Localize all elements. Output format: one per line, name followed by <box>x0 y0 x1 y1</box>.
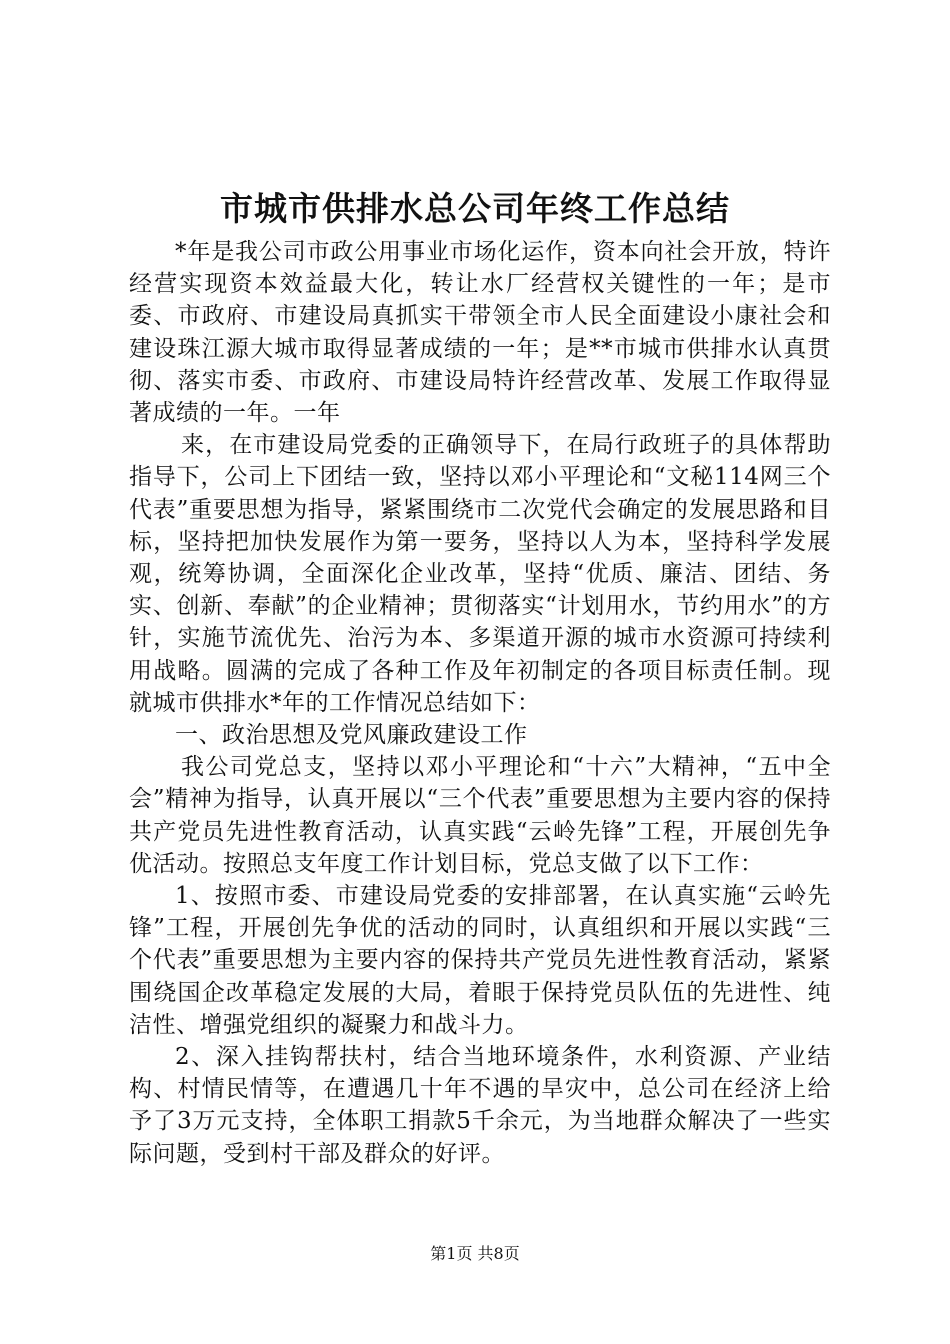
document-body <box>129 236 831 1170</box>
paragraph-item-2: 2、深入挂钩帮扶村，结合当地环境条件，水利资源、产业结构、村情民情等，在遭遇几十年不遇的旱灾中，总公司在经济上给予了3万元支持，全体职工捐款5千余元，为当地群众解决了一些实际问题，受到村干部及群众的好评。 <box>129 1044 831 1167</box>
paragraph-intro: *年是我公司市政公用事业市场化运作，资本向社会开放，特许经营实现资本效益最大化，转让水厂经营权关键性的一年；是市委、市政府、市建设局真抓实干带领全市人民全面建设小康社会和建设珠江源大城市取得显著成绩的一年；是**市城市供排水认真贯彻、落实市委、市政府、市建设局特许经营改革、发展工作取得显著成绩的一年。一年 <box>129 239 831 427</box>
document-title: 市城市供排水总公司年终工作总结 <box>220 189 730 228</box>
page-footer: 第1页 共8页 <box>430 1244 520 1263</box>
paragraph-overview: 来，在市建设局党委的正确领导下，在局行政班子的具体帮助指导下，公司上下团结一致，坚持以邓小平理论和“文秘114网三个代表”重要思想为指导，紧紧围绕市二次党代会确定的发展思路和目标，坚持把加快发展作为第一要务，坚持以人为本，坚持科学发展观，统筹协调，全面深化企业改革，坚持“优质、廉洁、团结、务实、创新、奉献”的企业精神；贯彻落实“计划用水，节约用水”的方针，实施节流优先、治污为本、多渠道开源的城市水资源可持续利用战略。圆满的完成了各种工作及年初制定的各项目标责任制。现就城市供排水*年的工作情况总结如下： <box>129 432 831 716</box>
section-heading-political: 一、政治思想及党风廉政建设工作 <box>175 722 528 749</box>
paragraph-item-1: 1、按照市委、市建设局党委的安排部署，在认真实施“云岭先锋”工程，开展创先争优的活动的同时，认真组织和开展以实践“三个代表”重要思想为主要内容的保持共产党员先进性教育活动，紧紧围绕国企改革稳定发展的大局，着眼于保持党员队伍的先进性、纯洁性、增强党组织的凝聚力和战斗力。 <box>129 883 831 1038</box>
paragraph-party-branch: 我公司党总支，坚持以邓小平理论和“十六”大精神，“五中全会”精神为指导，认真开展以“三个代表”重要思想为主要内容的保持共产党员先进性教育活动，认真实践“云岭先锋”工程，开展创先争优活动。按照总支年度工作计划目标，党总支做了以下工作： <box>129 754 831 877</box>
